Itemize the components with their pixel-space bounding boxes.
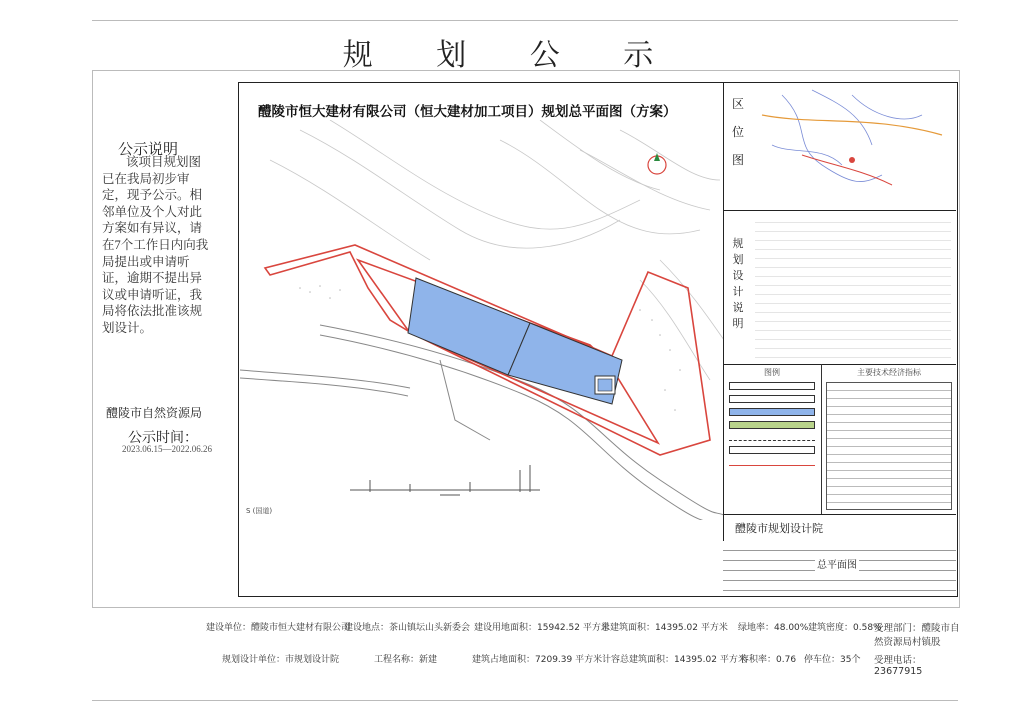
info-label: 总建筑面积：	[601, 623, 656, 633]
drawing-name: 总平面图	[815, 556, 859, 571]
info-value: 0.58%	[853, 623, 882, 633]
legend-label: 图例	[764, 368, 780, 377]
legend-swatch-redline	[729, 459, 815, 466]
info-cell	[472, 652, 602, 665]
info-cell	[874, 620, 966, 648]
info-cell	[206, 620, 350, 633]
info-label: 建设用地面积：	[474, 623, 538, 633]
info-cell	[738, 620, 808, 633]
notice-time-label: 公示时间：	[128, 431, 198, 446]
info-label: 绿地率：	[738, 623, 775, 633]
info-label: 建筑占地面积：	[472, 655, 536, 665]
plan-title: 醴陵市恒大建材有限公司（恒大建材加工项目）规划总平面图（方案）	[258, 104, 677, 120]
info-value: 7209.39 平方米	[535, 655, 603, 665]
indicators-panel	[822, 364, 956, 514]
info-label: 受理电话：	[874, 655, 922, 666]
top-rule	[92, 20, 958, 21]
road-label: S (国道)	[246, 507, 273, 515]
legend-swatch-planned	[729, 395, 815, 403]
indicators-table	[826, 382, 952, 510]
location-label: 区位图	[731, 97, 744, 167]
legend-panel	[723, 364, 822, 514]
info-label: 规划设计单位：	[222, 655, 286, 665]
info-cell	[344, 620, 470, 633]
info-value: 35个	[840, 655, 861, 665]
site-plan-graphic	[240, 120, 724, 520]
info-row-project	[206, 620, 966, 648]
info-cell	[740, 652, 796, 665]
design-notes-lines	[755, 214, 951, 360]
info-cell	[222, 652, 339, 665]
info-cell	[601, 620, 728, 633]
title-block-top	[723, 514, 956, 515]
legend-swatch-parking	[729, 446, 815, 454]
info-label: 计容总建筑面积：	[602, 655, 675, 665]
info-value: 48.00%	[774, 623, 809, 633]
info-value: 0.76	[776, 655, 797, 665]
info-cell	[602, 652, 747, 665]
legend-swatch-blue	[729, 408, 815, 416]
info-cell	[804, 652, 860, 665]
institute-name: 醴陵市规划设计院	[735, 522, 823, 535]
info-value: 15942.52 平方米	[537, 623, 610, 633]
info-cell	[374, 652, 437, 665]
info-value: 醴陵市恒大建材有限公司	[251, 623, 351, 633]
notice-heading: 公示说明	[118, 142, 179, 158]
info-cell	[808, 620, 882, 633]
guard-house-inner	[598, 379, 612, 391]
legend-swatch-line	[729, 434, 815, 441]
location-panel-bottom	[723, 210, 956, 211]
legend-swatch-building	[729, 382, 815, 390]
info-label: 建设单位：	[206, 623, 252, 633]
info-label: 建设地点：	[344, 623, 390, 633]
info-cell	[474, 620, 610, 633]
info-label: 工程名称：	[374, 655, 420, 665]
indicators-label: 主要技术经济指标	[857, 368, 921, 377]
info-label: 建筑密度：	[808, 623, 854, 633]
design-label: 规划设计说明	[732, 238, 744, 330]
info-value: 14395.02 平方米	[674, 655, 747, 665]
info-label: 受理部门：	[874, 623, 922, 634]
info-value: 市规划设计院	[285, 655, 340, 665]
info-row-design	[222, 652, 966, 677]
right-column-divider	[723, 82, 724, 595]
bottom-rule	[92, 700, 958, 701]
notice-org: 醴陵市自然资源局	[106, 406, 203, 420]
road-section	[350, 465, 540, 495]
notice-body: 该项目规划图已在我局初步审定，现予公示。相邻单位及个人对此方案如有异议，请在7个工作日内向我局提出或申请听证，逾期不提出异议或申请听证，我局将依法批准该规划设计。	[102, 155, 209, 335]
location-map-graphic	[752, 85, 952, 205]
legend-swatch-green	[729, 421, 815, 429]
info-label: 停车位：	[804, 655, 841, 665]
info-label: 容积率：	[740, 655, 777, 665]
info-value: 茶山镇坛山头新委会	[389, 623, 471, 633]
notice-time-value: 2023.06.15—2022.06.26	[122, 444, 212, 454]
info-cell	[874, 652, 966, 677]
info-value: 23677915	[874, 666, 923, 677]
info-value: 新建	[419, 655, 438, 665]
info-value: 14395.02 平方米	[655, 623, 728, 633]
info-value: 醴陵市自然资源局村镇股	[874, 623, 960, 648]
page-title: 规 划 公 示	[342, 39, 682, 72]
